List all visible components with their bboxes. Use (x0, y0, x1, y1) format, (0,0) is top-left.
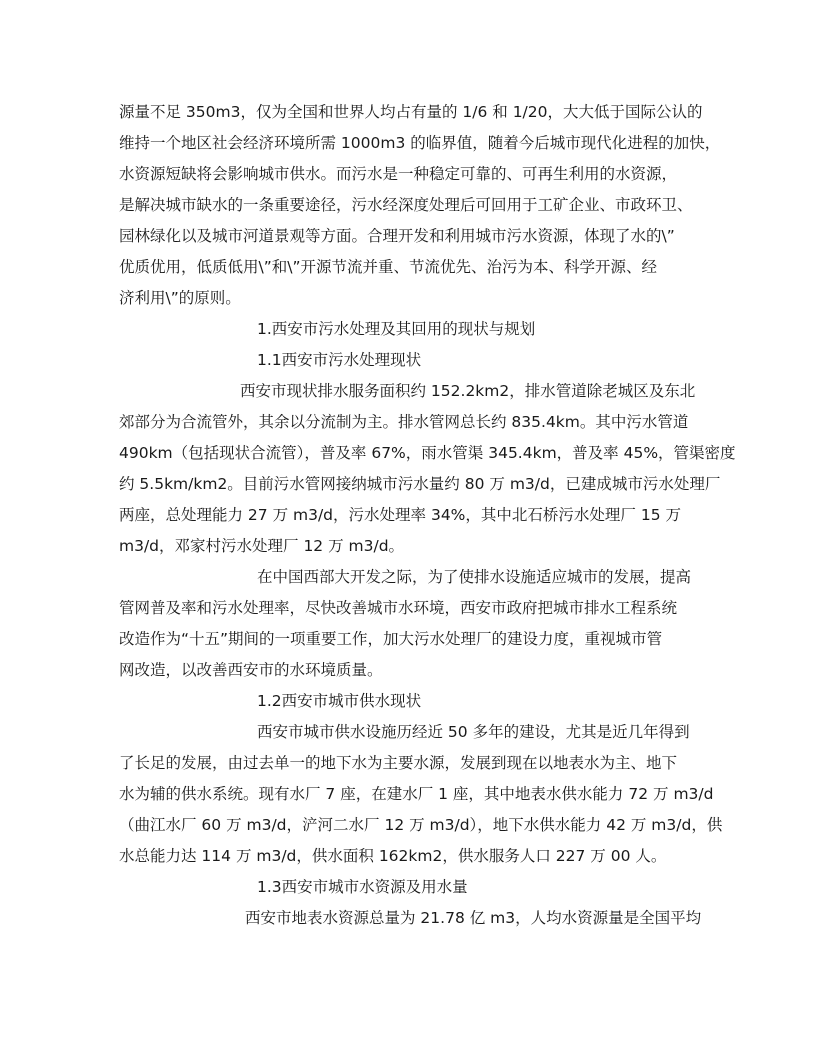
text-line: 水为辅的供水系统。现有水厂 7 座，在建水厂 1 座，其中地表水供水能力 72 万 m3/d (119, 785, 714, 803)
text-line: 西安市现状排水服务面积约 152.2km2，排水管道除老城区及东北 (240, 382, 696, 400)
text-line: 是解决城市缺水的一条重要途径，污水经深度处理后可回用于工矿企业、市政环卫、 (119, 196, 693, 214)
text-line: 维持一个地区社会经济环境所需 1000m3 的临界值，随着今后城市现代化进程的加快， (119, 134, 721, 152)
subsection-heading: 1.1西安市污水处理现状 (257, 351, 422, 369)
text-line: 在中国西部大开发之际，为了使排水设施适应城市的发展，提高 (257, 568, 692, 586)
text-line: 西安市地表水资源总量为 21.78 亿 m3，人均水资源量是全国平均 (245, 909, 702, 927)
subsection-heading: 1.3西安市城市水资源及用水量 (257, 878, 468, 896)
text-line: 490km（包括现状合流管），普及率 67%，雨水管渠 345.4km，普及率 45%，管渠密度 (119, 444, 736, 462)
text-line: 源量不足 350m3，仅为全国和世界人均占有量的 1/6 和 1/20，大大低于国际公认的 (119, 103, 703, 121)
text-line: 水资源短缺将会影响城市供水。而污水是一种稳定可靠的、可再生利用的水资源， (119, 165, 678, 183)
text-line: 约 5.5km/km2。目前污水管网接纳城市污水量约 80 万 m3/d，已建成城市污水处理厂 (119, 475, 721, 493)
text-line: 网改造，以改善西安市的水环境质量。 (119, 661, 383, 679)
text-line: 园林绿化以及城市河道景观等方面。合理开发和利用城市污水资源，体现了水的\” (119, 227, 675, 245)
text-line: 改造作为“十五”期间的一项重要工作，加大污水处理厂的建设力度，重视城市管 (119, 630, 663, 648)
subsection-heading: 1.2西安市城市供水现状 (257, 692, 422, 710)
text-line: 西安市城市供水设施历经近 50 多年的建设，尤其是近几年得到 (257, 723, 690, 741)
text-line: 郊部分为合流管外，其余以分流制为主。排水管网总长约 835.4km。其中污水管道 (119, 413, 689, 431)
text-line: 了长足的发展，由过去单一的地下水为主要水源，发展到现在以地表水为主、地下 (119, 754, 678, 772)
section-heading: 1.西安市污水处理及其回用的现状与规划 (257, 320, 536, 338)
text-line: （曲江水厂 60 万 m3/d，浐河二水厂 12 万 m3/d），地下水供水能力 42 万 m3/d，供 (119, 816, 723, 834)
text-line: 优质优用，低质低用\”和\”开源节流并重、节流优先、治污为本、科学开源、经 (119, 258, 658, 276)
text-line: 两座，总处理能力 27 万 m3/d，污水处理率 34%，其中北石桥污水处理厂 15 万 (119, 506, 681, 524)
text-line: m3/d，邓家村污水处理厂 12 万 m3/d。 (119, 537, 405, 555)
text-line: 济利用\”的原则。 (119, 289, 241, 307)
text-line: 管网普及率和污水处理率，尽快改善城市水环境，西安市政府把城市排水工程系统 (119, 599, 678, 617)
text-line: 水总能力达 114 万 m3/d，供水面积 162km2，供水服务人口 227 万 00 人。 (119, 847, 667, 865)
